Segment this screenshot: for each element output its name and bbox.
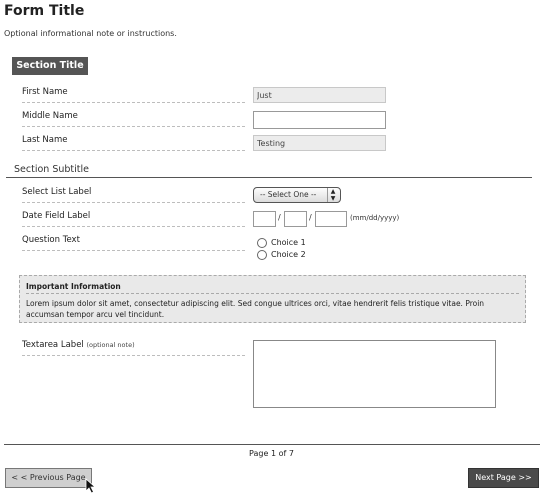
select-list-dropdown[interactable] xyxy=(253,187,341,203)
date-separator: / xyxy=(309,213,312,222)
info-title: Important Information xyxy=(26,282,519,294)
textarea-label-row xyxy=(22,340,245,356)
date-field-label: Date Field Label xyxy=(22,211,245,227)
date-year-input[interactable] xyxy=(315,211,347,227)
form-note: Optional informational note or instructions. xyxy=(4,29,177,38)
mouse-pointer-icon xyxy=(85,478,97,494)
middle-name-label: Middle Name xyxy=(22,111,245,127)
choice-1-radio[interactable] xyxy=(257,238,267,248)
date-month-input[interactable] xyxy=(253,211,276,227)
section-title: Section Title xyxy=(12,57,88,75)
textarea-input[interactable] xyxy=(253,340,496,408)
textarea-label: Textarea Label xyxy=(22,340,84,350)
choice-2-label[interactable]: Choice 2 xyxy=(271,250,306,259)
up-down-arrow-icon: ▲ ▼ xyxy=(327,188,338,202)
select-list-value: -- Select One -- xyxy=(260,190,317,199)
select-list-label: Select List Label xyxy=(22,187,245,203)
first-name-label: First Name xyxy=(22,87,245,103)
choice-2-radio[interactable] xyxy=(257,250,267,260)
first-name-input[interactable] xyxy=(253,87,386,103)
choice-1-label[interactable]: Choice 1 xyxy=(271,238,306,247)
next-page-button[interactable]: Next Page >> xyxy=(468,468,539,488)
textarea-optional-note: (optional note) xyxy=(86,341,135,349)
last-name-input[interactable] xyxy=(253,135,386,151)
info-body: Lorem ipsum dolor sit amet, consectetur adipiscing elit. Sed congue ultrices orci, vitae hendrerit felis tristique vitae. Proin accumsan tempor arcu vel tincidunt. xyxy=(26,299,485,319)
subtitle-divider xyxy=(6,177,532,178)
question-label: Question Text xyxy=(22,235,245,251)
date-day-input[interactable] xyxy=(284,211,307,227)
date-separator: / xyxy=(278,213,281,222)
page-indicator: Page 1 of 7 xyxy=(249,449,294,458)
footer-divider xyxy=(4,444,540,445)
section-subtitle: Section Subtitle xyxy=(14,164,89,175)
date-format-hint: (mm/dd/yyyy) xyxy=(350,214,400,222)
previous-page-button[interactable]: < < Previous Page xyxy=(5,468,92,488)
middle-name-input[interactable] xyxy=(253,111,386,129)
important-info-box xyxy=(19,275,526,323)
last-name-label: Last Name xyxy=(22,135,245,151)
form-title: Form Title xyxy=(4,3,85,19)
